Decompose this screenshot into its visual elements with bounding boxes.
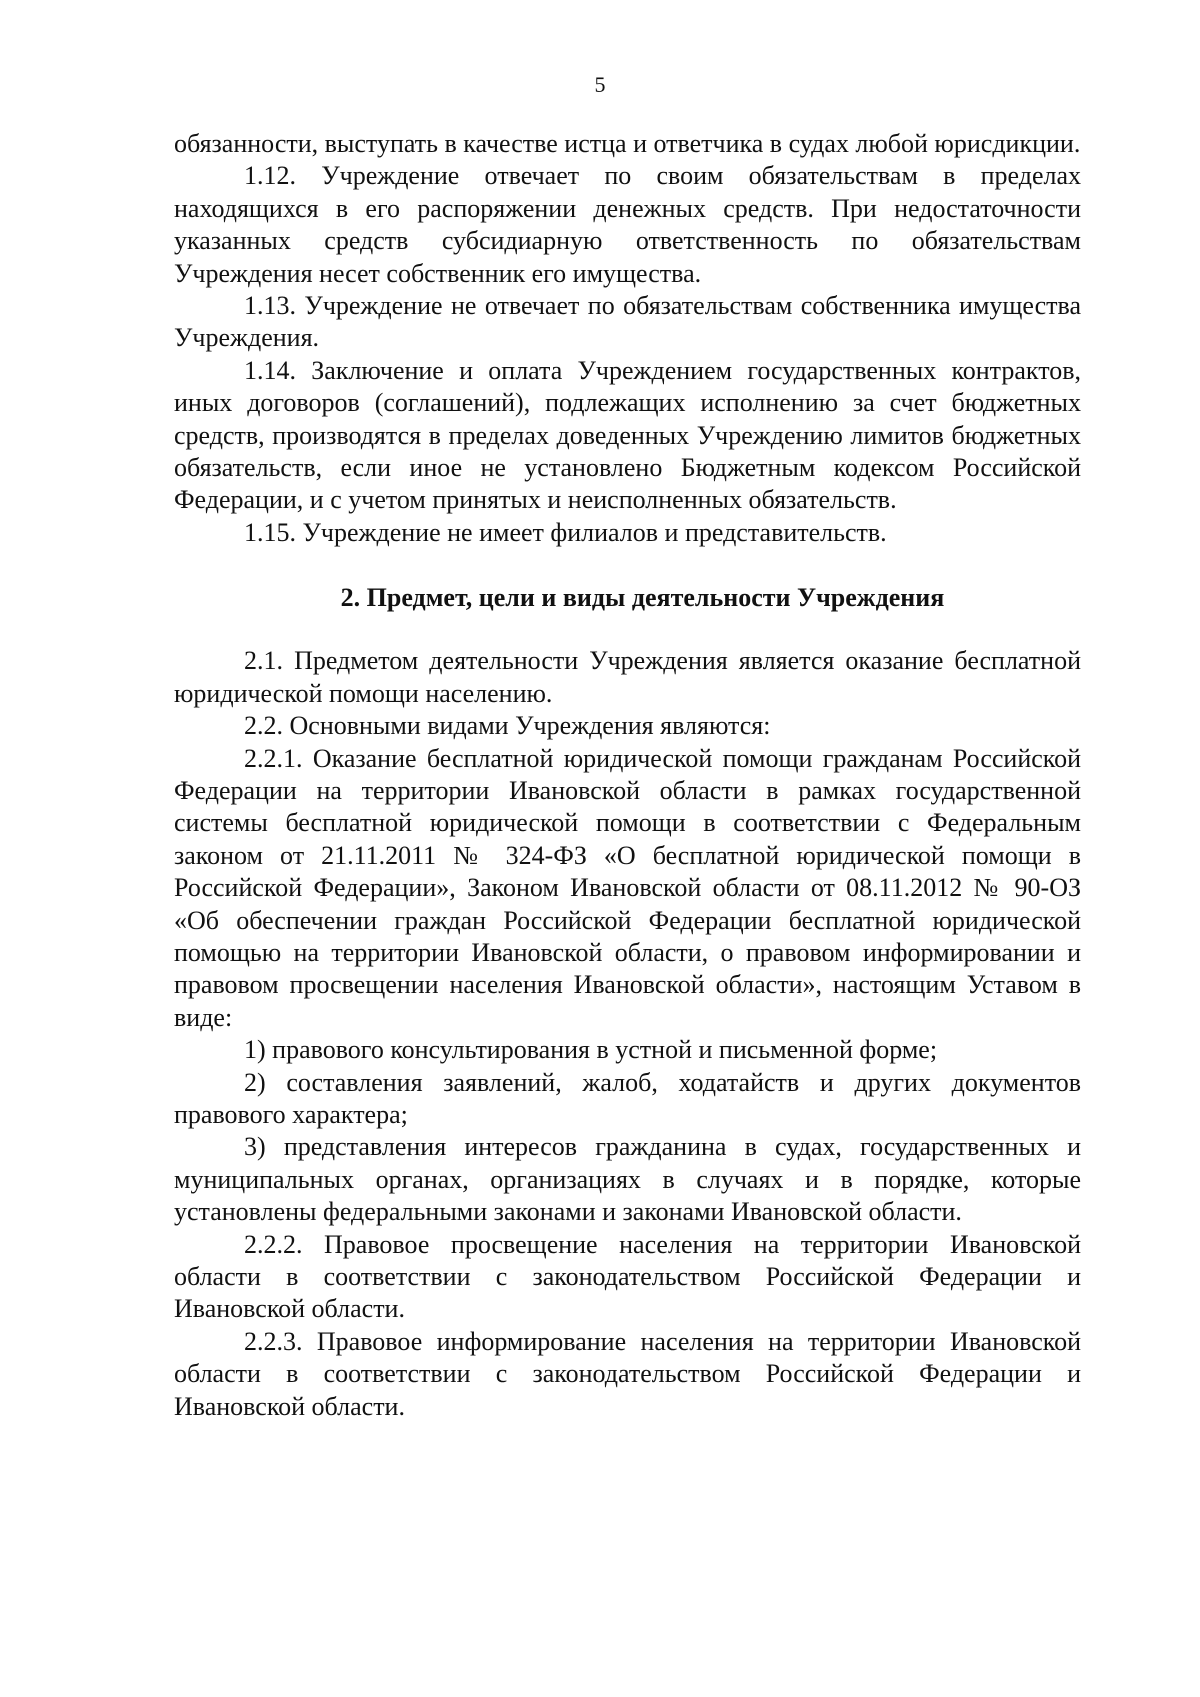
list-item-3: 3) представления интересов гражданина в судах, государственных и муниципальных органах, организациях в случаях и в порядке, которые установлены федеральными законами и законами Ивановской области.	[174, 1132, 1081, 1227]
paragraph-2-1: 2.1. Предметом деятельности Учреждения является оказание бесплатной юридической помощи населению.	[174, 646, 1081, 708]
paragraph-2-2-2: 2.2.2. Правовое просвещение населения на территории Ивановской области в соответствии с законодательством Российской Федерации и Ивановской области.	[174, 1229, 1081, 1324]
paragraph-1-14: 1.14. Заключение и оплата Учреждением государственных контрактов, иных договоров (соглашений), подлежащих исполнению за счет бюджетных средств, производятся в пределах доведенных Учреждению лимитов бюджетных обязательств, если иное не установлено Бюджетным кодексом Российской Федерации, и с учетом принятых и неисполненных обязательств.	[174, 355, 1081, 515]
paragraph-2-2-3: 2.2.3. Правовое информирование населения на территории Ивановской области в соответствии с законодательством Российской Федерации и Ивановской области.	[174, 1326, 1081, 1421]
page-number: 5	[594, 72, 606, 97]
list-item-1: 1) правового консультирования в устной и письменной форме;	[244, 1035, 938, 1065]
section-heading: 2. Предмет, цели и виды деятельности Учреждения	[340, 583, 945, 613]
paragraph-1-12: 1.12. Учреждение отвечает по своим обязательствам в пределах находящихся в его распоряжении денежных средств. При недостаточности указанных средств субсидиарную ответственность по обязательствам Учреждения несет собственник его имущества.	[174, 161, 1081, 288]
paragraph-1-13: 1.13. Учреждение не отвечает по обязательствам собственника имущества Учреждения.	[174, 291, 1081, 353]
list-item-2: 2) составления заявлений, жалоб, ходатайств и других документов правового характера;	[174, 1067, 1081, 1129]
paragraph-2-2: 2.2. Основными видами Учреждения являются:	[244, 711, 771, 741]
paragraph-2-2-1: 2.2.1. Оказание бесплатной юридической помощи гражданам Российской Федерации на территории Ивановской области в рамках государственной системы бесплатной юридической помощи в соответствии с Федеральным законом от 21.11.2011 № 324-ФЗ «О бесплатной юридической помощи в Российской Федерации», Законом Ивановской области от 08.11.2012 № 90-ОЗ «Об обеспечении граждан Российской Федерации бесплатной юридической помощью на территории Ивановской области, о правовом информировании и правовом просвещении населения Ивановской области», настоящим Уставом в виде:	[174, 743, 1081, 1032]
document-body	[174, 128, 1081, 1423]
paragraph-1-15: 1.15. Учреждение не имеет филиалов и представительств.	[244, 517, 887, 547]
paragraph-continuation: обязанности, выступать в качестве истца и ответчика в судах любой юрисдикции.	[174, 129, 1081, 158]
